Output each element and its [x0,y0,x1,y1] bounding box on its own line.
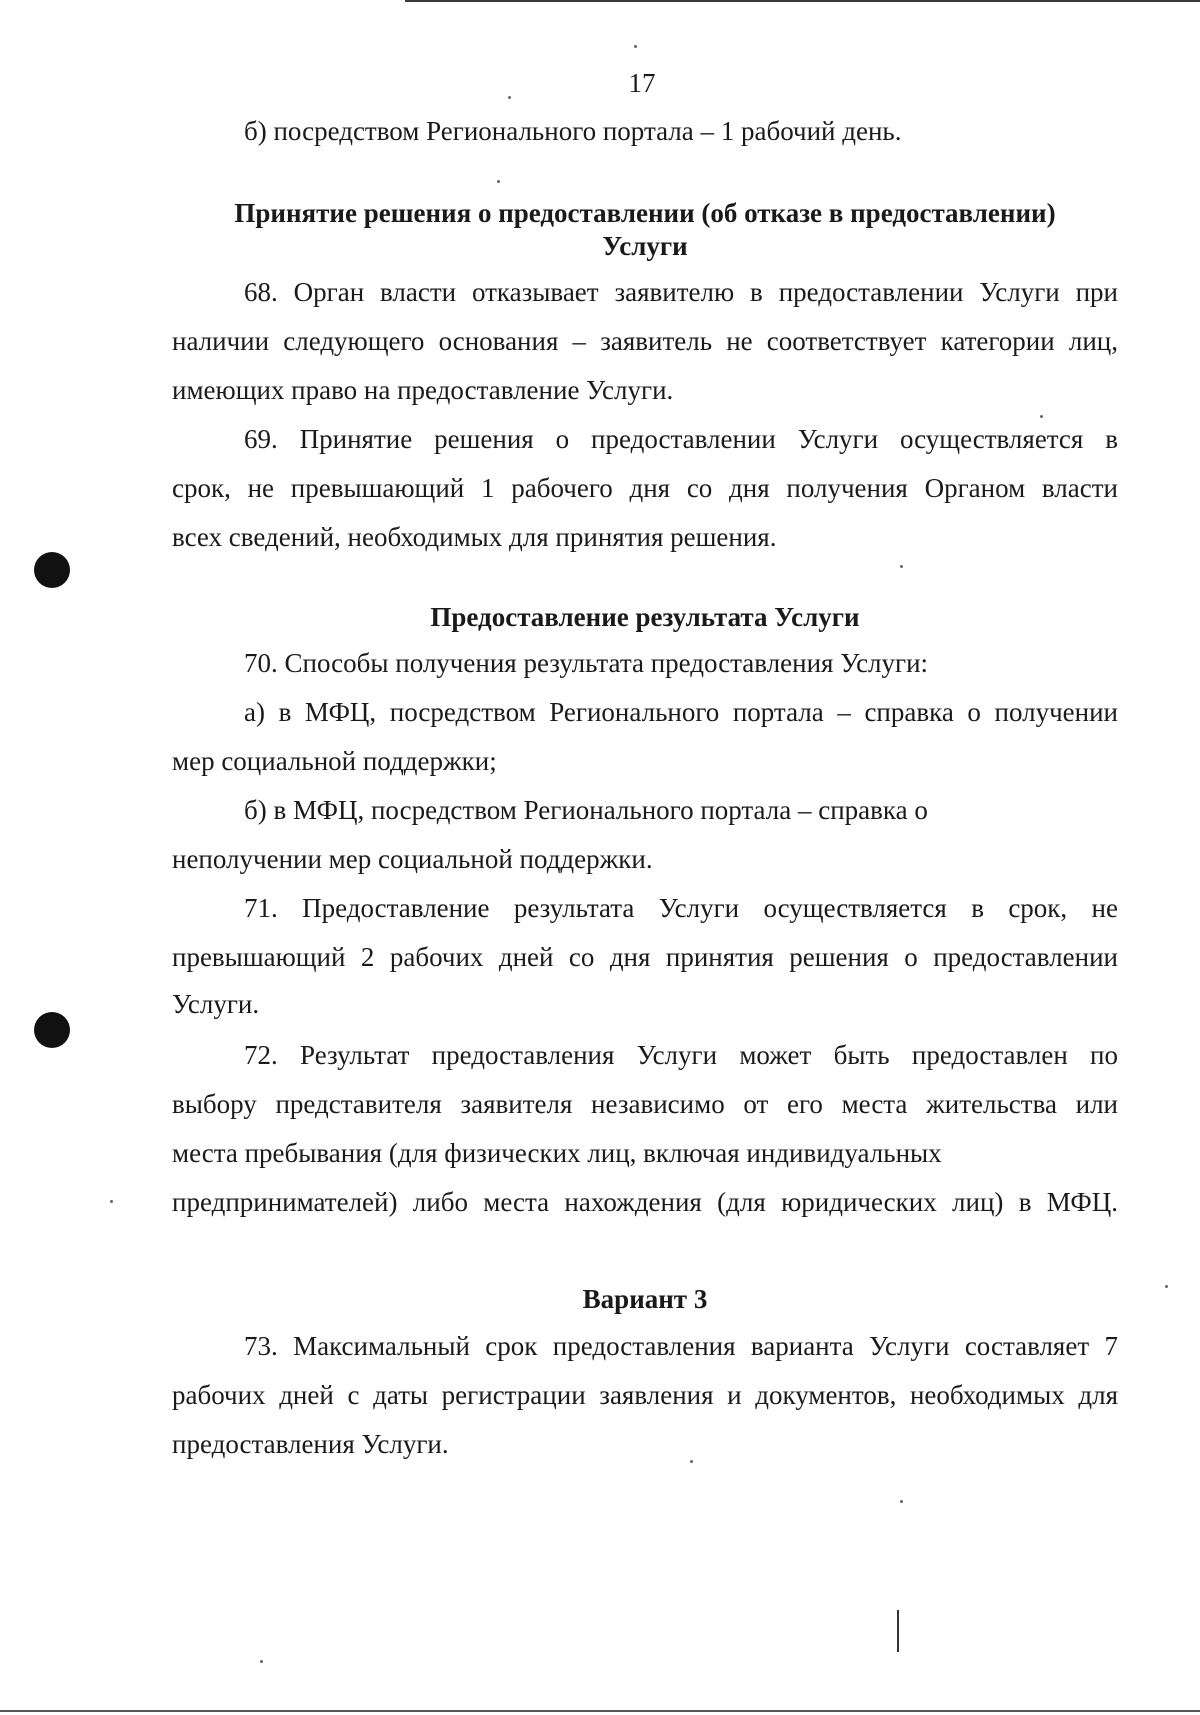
section-heading-variant-3: Вариант 3 [582,1284,708,1314]
scan-speck [497,180,500,183]
scan-speck [690,1460,693,1463]
paragraph-72-line2: выбору представителя заявителя независимо от его места жительства или [172,1089,1118,1119]
section-heading-decision-line1: Принятие решения о предоставлении (об отказе в предоставлении) [234,198,1056,228]
paragraph-67b: б) посредством Регионального портала – 1 рабочий день. [244,116,902,146]
paragraph-71-line2: превышающий 2 рабочих дней со дня принятия решения о предоставлении [172,942,1118,972]
paragraph-69-line2: срок, не превышающий 1 рабочего дня со дня получения Органом власти [172,473,1118,503]
paragraph-68-line2: наличии следующего основания – заявитель не соответствует категории лиц, [172,326,1118,356]
paragraph-72-line4: предпринимателей) либо места нахождения (для юридических лиц) в МФЦ. [172,1187,1118,1217]
punch-hole-upper [34,552,70,588]
paragraph-72-line1: 72. Результат предоставления Услуги может быть предоставлен по [244,1040,1118,1070]
paragraph-70a-line2: мер социальной поддержки; [172,746,497,776]
scan-speck [110,1200,113,1203]
paragraph-72-line3: места пребывания (для физических лиц, включая индивидуальных [172,1138,942,1168]
page-number: 17 [628,68,656,98]
paragraph-71-line1: 71. Предоставление результата Услуги осуществляется в срок, не [244,893,1118,923]
bottom-edge-rule [0,1710,1200,1712]
paragraph-73-line3: предоставления Услуги. [172,1429,449,1459]
paragraph-70b-line1: б) в МФЦ, посредством Регионального портала – справка о [244,795,928,825]
scan-speck [1040,415,1043,418]
scan-speck [900,565,903,568]
paragraph-69-line1: 69. Принятие решения о предоставлении Услуги осуществляется в [244,424,1118,454]
paragraph-68-line1: 68. Орган власти отказывает заявителю в предоставлении Услуги при [244,277,1118,307]
paragraph-70b-line2: неполучении мер социальной поддержки. [172,844,653,874]
paragraph-68-line3: имеющих право на предоставление Услуги. [172,375,674,405]
scan-speck [634,45,637,48]
section-heading-result: Предоставление результата Услуги [430,602,860,632]
paragraph-73-line1: 73. Максимальный срок предоставления варианта Услуги составляет 7 [244,1331,1118,1361]
paragraph-70a-line1: а) в МФЦ, посредством Регионального портала – справка о получении [244,697,1118,727]
paragraph-70: 70. Способы получения результата предоставления Услуги: [244,648,929,678]
punch-hole-lower [34,1012,70,1048]
scan-speck [1165,1285,1168,1288]
scan-speck [508,96,511,99]
scan-speck [260,1660,263,1663]
scan-speck [900,1500,903,1503]
scan-mark [897,1610,899,1652]
paragraph-69-line3: всех сведений, необходимых для принятия решения. [172,522,777,552]
paragraph-71-line3: Услуги. [172,989,260,1019]
top-edge-rule [405,0,1200,2]
section-heading-decision-line2: Услуги [602,231,688,261]
paragraph-73-line2: рабочих дней с даты регистрации заявления и документов, необходимых для [172,1380,1118,1410]
